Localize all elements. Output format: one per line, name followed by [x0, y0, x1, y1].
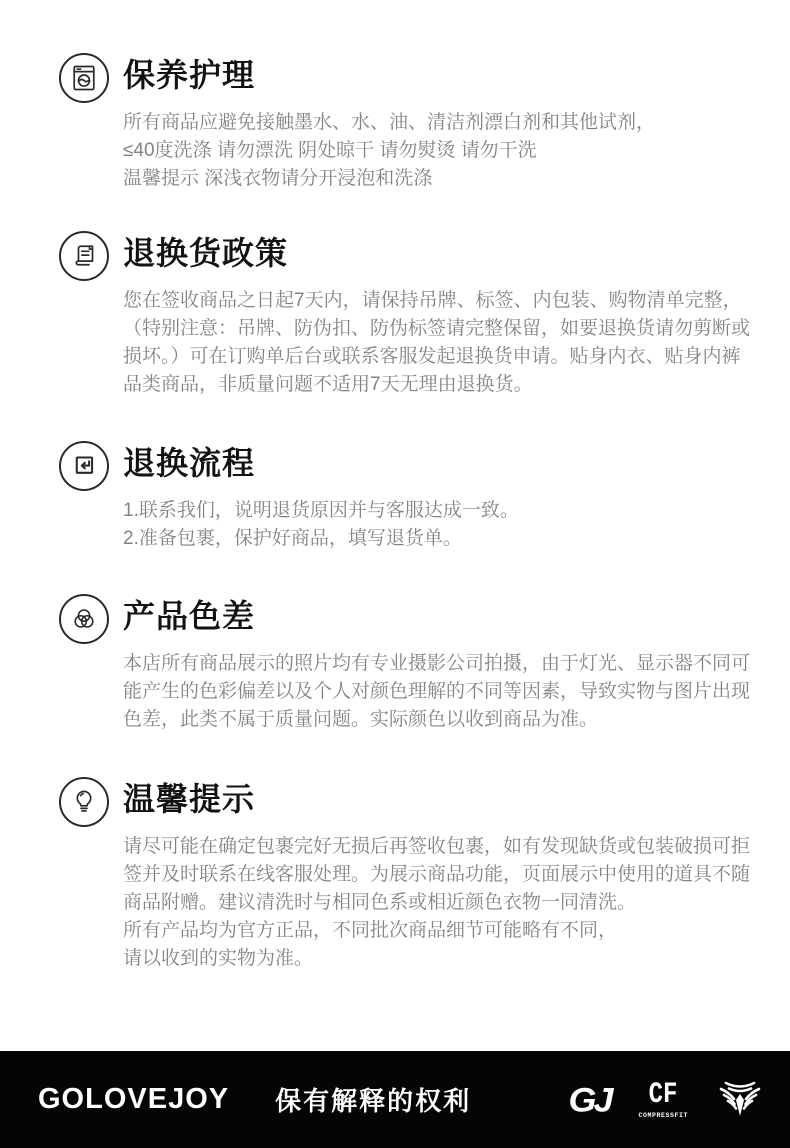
paragraph-line: 本店所有商品展示的照片均有专业摄影公司拍摄，由于灯光、显示器不同可: [123, 653, 751, 674]
paragraph-line: 能产生的色彩偏差以及个人对颜色理解的不同等因素，导致实物与图片出现: [123, 681, 751, 702]
paragraph-line: 请尽可能在确定包裹完好无损后再签收包裹，如有发现缺货或包装破损可拒: [123, 836, 751, 857]
footer: [0, 1051, 790, 1148]
section-title: 产品色差: [123, 598, 256, 634]
paragraph-line: 温馨提示 深浅衣物请分开浸泡和洗涤: [123, 168, 433, 189]
gj-logo: GJ: [568, 1079, 611, 1119]
section-body: [123, 287, 750, 399]
cf-logo-subtext: COMPRESSFIT: [638, 1111, 688, 1119]
section-tips: [59, 777, 750, 973]
section-body: [123, 109, 655, 193]
brand-logo-text: GOLOVEJOY: [38, 1083, 230, 1115]
paragraph-line: 1.联系我们，说明退货原因并与客服达成一致。: [123, 500, 519, 521]
paragraph-line: 所有产品均为官方正品，不同批次商品细节可能略有不同，: [123, 920, 618, 941]
footer-disclaimer: 保有解释的权利: [275, 1086, 472, 1116]
section-body: [123, 497, 519, 553]
section-body: [123, 650, 750, 734]
paragraph-line: 损坏。）可在订购单后台或联系客服发起退换货申请。贴身内衣、贴身内裤: [123, 346, 741, 367]
section-return-policy: [59, 231, 750, 399]
section-care: [59, 53, 655, 193]
paragraph-line: ≤40度洗涤 请勿漂洗 阴处晾干 请勿熨烫 请勿干洗: [123, 140, 537, 161]
paragraph-line: （特别注意：吊牌、防伪扣、防伪标签请完整保留，如要退换货请勿剪断或: [123, 318, 751, 339]
paragraph-line: 所有商品应避免接触墨水、水、油、清洁剂漂白剂和其他试剂，: [123, 112, 656, 133]
paragraph-line: 您在签收商品之日起7天内，请保持吊牌、标签、内包装、购物清单完整，: [123, 290, 742, 311]
paragraph-line: 2.准备包裹，保护好商品，填写退货单。: [123, 528, 462, 549]
section-title: 退换货政策: [123, 235, 289, 271]
return-arrow-icon: [59, 441, 109, 491]
color-circles-icon: [59, 594, 109, 644]
section-title: 保养护理: [123, 57, 256, 93]
paragraph-line: 色差，此类不属于质量问题。实际颜色以收到商品为准。: [123, 709, 599, 730]
cf-logo-text: CF: [648, 1077, 678, 1112]
section-return-process: [59, 441, 519, 553]
lightbulb-icon: [59, 777, 109, 827]
paragraph-line: 商品附赠。建议清洗时与相同色系或相近颜色衣物一同清洗。: [123, 892, 637, 913]
section-title: 温馨提示: [123, 781, 256, 817]
receipt-icon: [59, 231, 109, 281]
section-body: [123, 833, 750, 973]
paragraph-line: 品类商品，非质量问题不适用7天无理由退换货。: [123, 374, 533, 395]
paragraph-line: 签并及时联系在线客服处理。为展示商品功能，页面展示中使用的道具不随: [123, 864, 751, 885]
wing-emblem-icon: [716, 1075, 764, 1124]
footer-logos: [568, 1075, 764, 1124]
cf-compressfit-logo: [638, 1077, 688, 1120]
paragraph-line: 请以收到的实物为准。: [123, 948, 314, 969]
section-color-difference: [59, 594, 750, 734]
section-title: 退换流程: [123, 445, 256, 481]
washing-machine-icon: [59, 53, 109, 103]
